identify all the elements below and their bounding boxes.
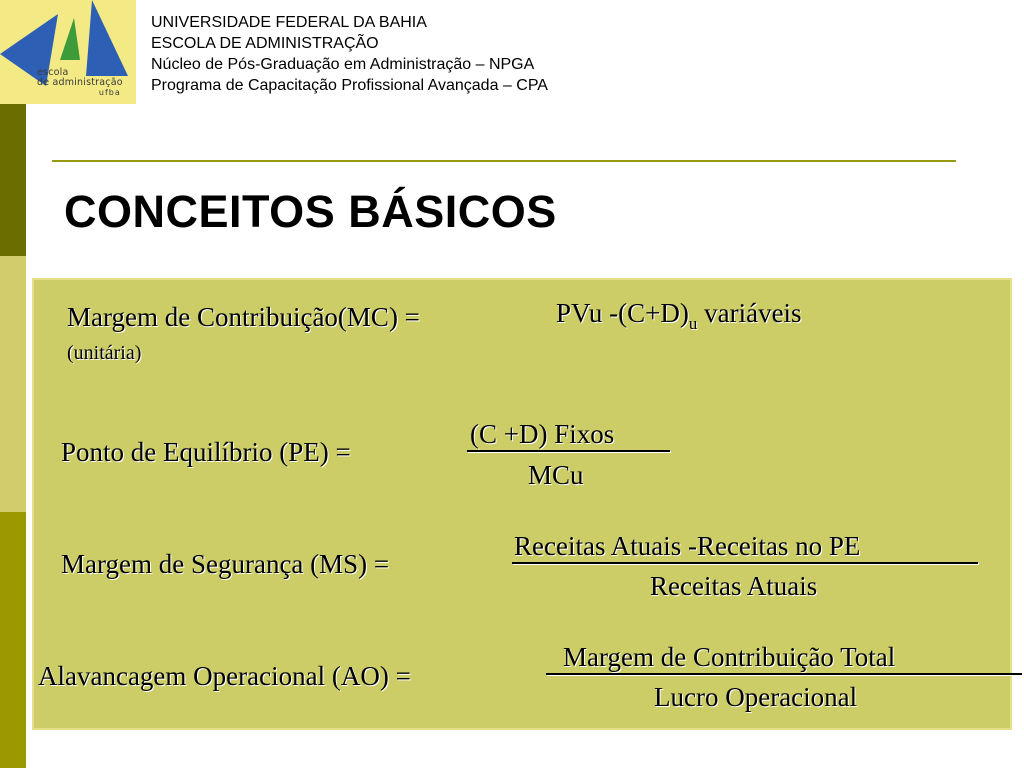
ao-denominator: Lucro Operacional: [654, 682, 858, 712]
ms-denominator: Receitas Atuais: [650, 571, 818, 601]
mc-qualifier: (unitária): [67, 342, 142, 364]
header-line-university: UNIVERSIDADE FEDERAL DA BAHIA: [151, 14, 427, 31]
ao-numerator: Margem de Contribuição Total: [563, 642, 896, 672]
ms-label: Margem de Segurança (MS) =: [61, 549, 390, 579]
pe-numerator: (C +D) Fixos: [470, 419, 615, 449]
logo-text-line1: escola: [37, 67, 69, 78]
pe-label: Ponto de Equilíbrio (PE) =: [61, 437, 351, 467]
mc-label: Margem de Contribuição(MC) =: [67, 302, 420, 332]
side-bar-dark: [0, 104, 26, 256]
school-logo: [0, 0, 136, 104]
title-divider: [52, 160, 956, 162]
header-line-nucleus: Núcleo de Pós-Graduação em Administração – NPGA: [151, 56, 535, 73]
ms-numerator: Receitas Atuais -Receitas no PE: [514, 531, 861, 561]
institution-header: [151, 12, 548, 96]
side-bar-olive: [0, 512, 26, 768]
mc-expr-main: PVu -(C+D): [556, 298, 689, 328]
ao-label: Alavancagem Operacional (AO) =: [38, 661, 411, 691]
logo-text-line2: de administração: [37, 77, 123, 88]
side-bar-light: [0, 256, 26, 512]
header-line-program: Programa de Capacitação Profissional Avançada – CPA: [151, 77, 548, 94]
ao-fraction-line: [546, 673, 1022, 675]
mc-expression: [556, 298, 802, 334]
mc-expr-sub: u: [688, 314, 698, 333]
mc-expr-tail: variáveis: [697, 298, 802, 328]
pe-fraction-line: [467, 450, 670, 452]
pe-denominator: MCu: [528, 460, 584, 490]
ms-fraction-line: [512, 562, 978, 564]
logo-text-line3: ufba: [98, 88, 121, 97]
header-line-school: ESCOLA DE ADMINISTRAÇÃO: [151, 35, 379, 52]
slide-title: CONCEITOS BÁSICOS: [64, 186, 557, 237]
